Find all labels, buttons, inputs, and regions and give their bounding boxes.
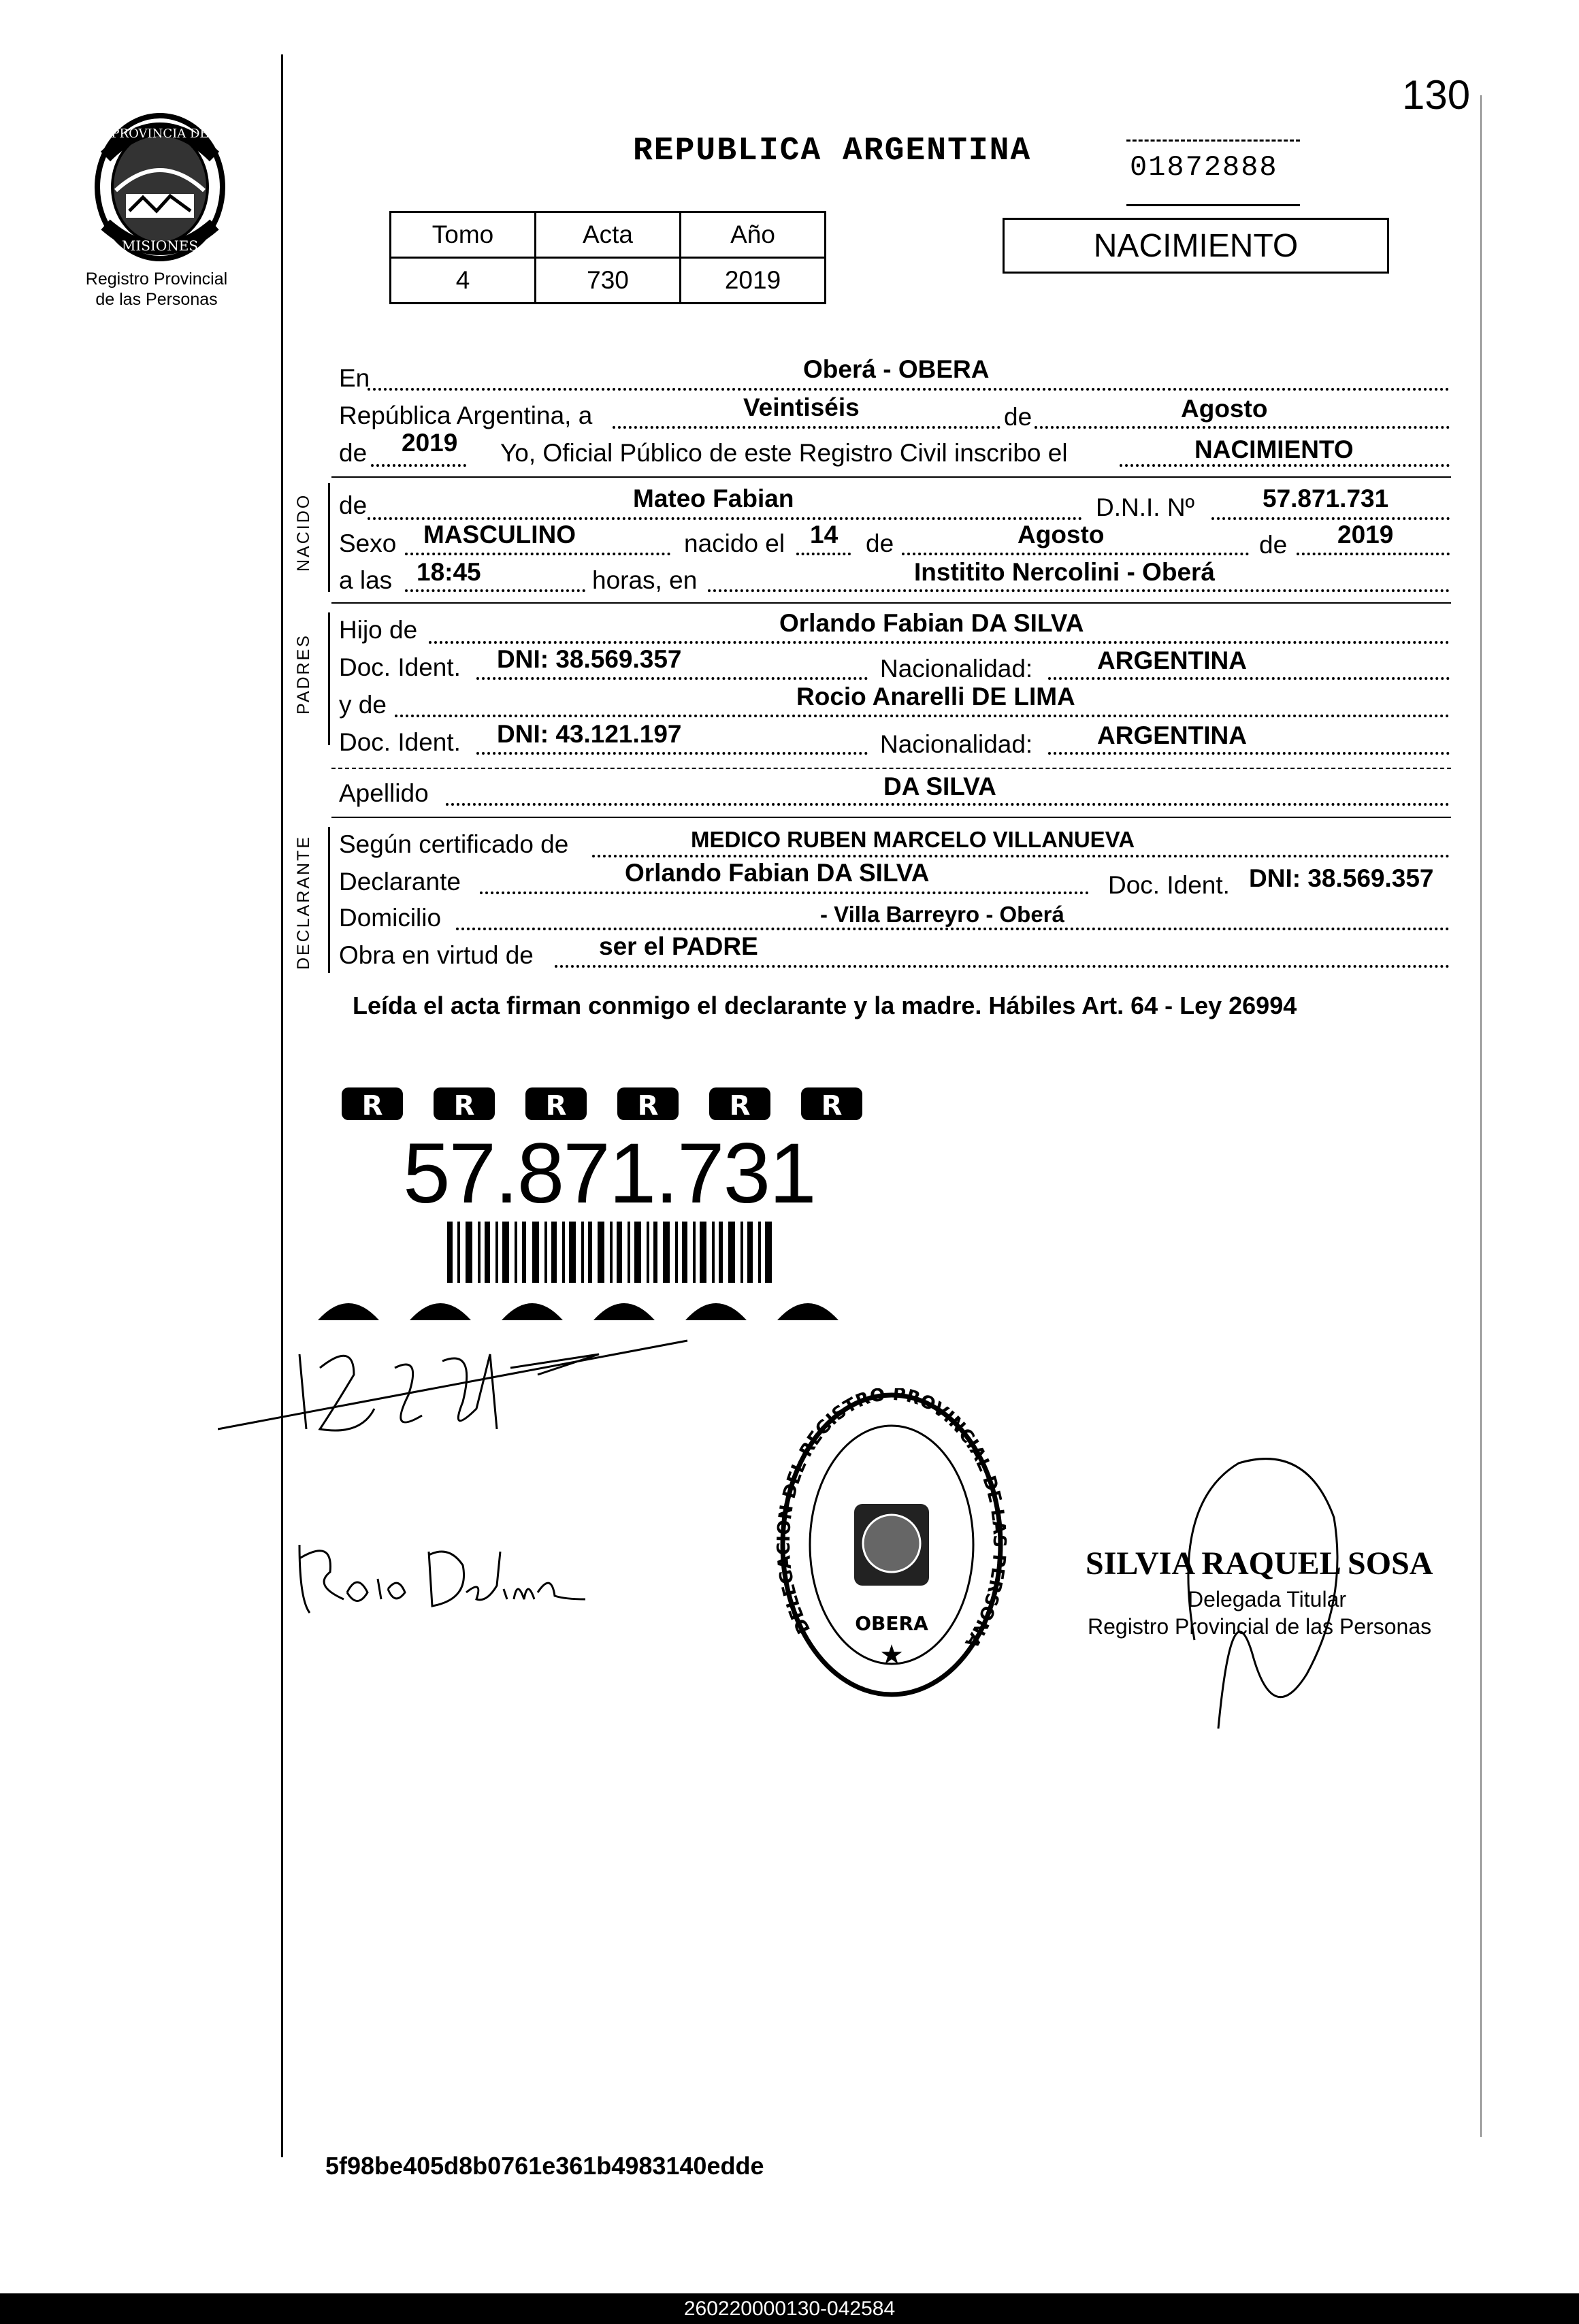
father-nat: ARGENTINA xyxy=(1097,647,1247,674)
section-divider-2 xyxy=(331,602,1451,604)
padres-bar xyxy=(328,612,330,745)
official-name: SILVIA RAQUEL SOSA xyxy=(1086,1545,1433,1582)
day-dots xyxy=(613,426,1000,429)
father-doc-dots xyxy=(476,677,868,680)
y-de-label: y de xyxy=(339,691,387,719)
svg-text:R: R xyxy=(729,1090,751,1122)
province-logo xyxy=(78,109,242,265)
closing-text: Leída el acta firman conmigo el declarante y la madre. Hábiles Art. 64 - Ley 26994 xyxy=(353,992,1297,1019)
mother-nat: ARGENTINA xyxy=(1097,721,1247,749)
footer-bar xyxy=(0,2293,1579,2324)
nacido-bar xyxy=(328,483,330,592)
decl-dots xyxy=(480,891,1089,894)
de-label-1: de xyxy=(1004,403,1032,431)
mother-nat-dots xyxy=(1048,752,1450,755)
mother-dots xyxy=(395,715,1450,717)
serial-number: 01872888 xyxy=(1130,151,1278,184)
acta-header: Acta xyxy=(536,212,681,258)
mother-doc-dots xyxy=(476,752,868,755)
mother-name: Rocio Anarelli DE LIMA xyxy=(796,683,1075,710)
birth-place: Institito Nercolini - Oberá xyxy=(914,558,1215,586)
birth-month: Agosto xyxy=(1018,521,1105,549)
hijo-label: Hijo de xyxy=(339,616,418,644)
svg-text:★: ★ xyxy=(879,1639,904,1671)
anio-header: Año xyxy=(681,212,826,258)
father-doc-label: Doc. Ident. xyxy=(339,653,461,681)
page-number: 130 xyxy=(1402,72,1471,118)
father-nat-label: Nacionalidad: xyxy=(880,655,1033,683)
section-divider-1 xyxy=(331,476,1451,478)
en-dots xyxy=(368,388,1450,391)
child-dni: 57.871.731 xyxy=(1263,485,1389,512)
birth-day: 14 xyxy=(810,521,839,549)
sticker-number: 57.871.731 xyxy=(403,1126,815,1221)
de-label-5: de xyxy=(1259,531,1288,559)
apellido-value: DA SILVA xyxy=(883,772,996,800)
child-name: Mateo Fabian xyxy=(633,485,794,512)
decl-doc-label: Doc. Ident. xyxy=(1108,871,1230,899)
svg-text:MISIONES: MISIONES xyxy=(121,238,199,254)
obra-dots xyxy=(555,965,1450,968)
svg-text:DELEGACION DEL REGISTRO PROVIN: DELEGA ON DEL REGISTRO PROVINCIAL DE LA PERSONA xyxy=(776,1388,1007,1652)
father-dots xyxy=(429,641,1450,644)
father-nat-dots xyxy=(1048,677,1450,680)
svg-text:PROVINCIA DE: PROVINCIA DE xyxy=(111,127,209,141)
mother-doc-label: Doc. Ident. xyxy=(339,728,461,756)
place-value: Oberá - OBERA xyxy=(803,355,990,383)
day-words-value: Veintiséis xyxy=(743,393,860,421)
section-divider-4 xyxy=(331,817,1451,818)
father-signature xyxy=(218,1327,694,1450)
republic-label: República Argentina, a xyxy=(339,402,593,429)
cert-label: Según certificado de xyxy=(339,830,569,858)
mother-nat-label: Nacionalidad: xyxy=(880,730,1033,758)
footer-code: 260220000130-042584 xyxy=(683,2297,896,2320)
dni-dots xyxy=(1211,517,1450,520)
month-dots xyxy=(1035,426,1450,429)
decl-label: Declarante xyxy=(339,868,461,896)
place-dots xyxy=(708,589,1450,592)
id-sticker xyxy=(314,1075,907,1327)
a-las-label: a las xyxy=(339,566,393,594)
dom-dots xyxy=(456,928,1450,930)
svg-text:OBERA: OBERA xyxy=(855,1612,928,1635)
official-signature xyxy=(1130,1450,1368,1735)
event-value: NACIMIENTO xyxy=(1194,436,1354,463)
official-title: Delegada Titular xyxy=(1188,1587,1347,1611)
time-dots xyxy=(405,589,585,592)
name-dots xyxy=(368,517,1082,520)
serial-frame-bottom xyxy=(1126,204,1300,206)
section-divider-3 xyxy=(331,768,1451,769)
svg-text:R: R xyxy=(637,1090,659,1122)
apellido-dots xyxy=(446,803,1450,806)
year-value: 2019 xyxy=(402,429,458,457)
father-doc: DNI: 38.569.357 xyxy=(497,645,682,673)
reference-table xyxy=(389,211,826,304)
nacido-el-label: nacido el xyxy=(684,529,785,557)
svg-text:R: R xyxy=(453,1090,475,1122)
decl-value: Orlando Fabian DA SILVA xyxy=(625,859,930,887)
birth-month-dots xyxy=(902,553,1249,555)
declarante-bar xyxy=(328,827,330,973)
de-label-4: de xyxy=(866,529,894,557)
sexo-label: Sexo xyxy=(339,529,397,557)
mother-doc: DNI: 43.121.197 xyxy=(497,720,682,748)
svg-text:R: R xyxy=(821,1090,843,1122)
official-seal xyxy=(776,1388,1007,1701)
birth-year-dots xyxy=(1297,553,1450,555)
inscribe-text: Yo, Oficial Público de este Registro Civil inscribo el xyxy=(500,439,1068,467)
en-label: En xyxy=(339,364,370,392)
document-hash: 5f98be405d8b0761e361b4983140edde xyxy=(325,2152,764,2180)
doc-type: NACIMIENTO xyxy=(1093,227,1299,264)
sexo-value: MASCULINO xyxy=(423,521,576,549)
father-name: Orlando Fabian DA SILVA xyxy=(779,609,1084,637)
birth-day-dots xyxy=(796,553,851,555)
svg-text:R: R xyxy=(545,1090,567,1122)
de-label-3: de xyxy=(339,491,368,519)
padres-label: PADRES xyxy=(294,634,313,715)
cert-dots xyxy=(592,855,1450,857)
svg-text:R: R xyxy=(361,1090,383,1122)
event-dots xyxy=(1120,464,1450,467)
de-label-2: de xyxy=(339,439,368,467)
country-title: REPUBLICA ARGENTINA xyxy=(633,133,1032,169)
tomo-value: 4 xyxy=(391,258,536,304)
nacido-label: NACIDO xyxy=(294,493,313,572)
official-office: Registro Provincial de las Personas xyxy=(1088,1614,1432,1639)
sexo-dots xyxy=(405,553,670,555)
anio-value: 2019 xyxy=(681,258,826,304)
right-margin-line xyxy=(1480,95,1482,2137)
birth-time: 18:45 xyxy=(417,558,481,586)
obra-value: ser el PADRE xyxy=(599,932,758,960)
dom-label: Domicilio xyxy=(339,904,442,932)
horas-label: horas, en xyxy=(592,566,698,594)
apellido-label: Apellido xyxy=(339,779,429,807)
dni-label: D.N.I. Nº xyxy=(1096,493,1195,521)
left-margin-line xyxy=(281,54,283,2157)
tomo-header: Tomo xyxy=(391,212,536,258)
issuer-label: Registro Provincial de las Personas xyxy=(85,269,228,309)
doc-type-box xyxy=(1003,218,1389,274)
acta-value: 730 xyxy=(536,258,681,304)
dom-value: - Villa Barreyro - Oberá xyxy=(820,902,1064,927)
obra-label: Obra en virtud de xyxy=(339,941,534,969)
declarante-label: DECLARANTE xyxy=(294,834,313,970)
serial-frame-top xyxy=(1126,140,1300,142)
birth-year: 2019 xyxy=(1337,521,1394,549)
month-value: Agosto xyxy=(1181,395,1268,423)
decl-doc: DNI: 38.569.357 xyxy=(1249,864,1434,892)
cert-value: MEDICO RUBEN MARCELO VILLANUEVA xyxy=(691,827,1135,852)
mother-signature xyxy=(293,1524,599,1626)
year-dots xyxy=(371,464,466,467)
